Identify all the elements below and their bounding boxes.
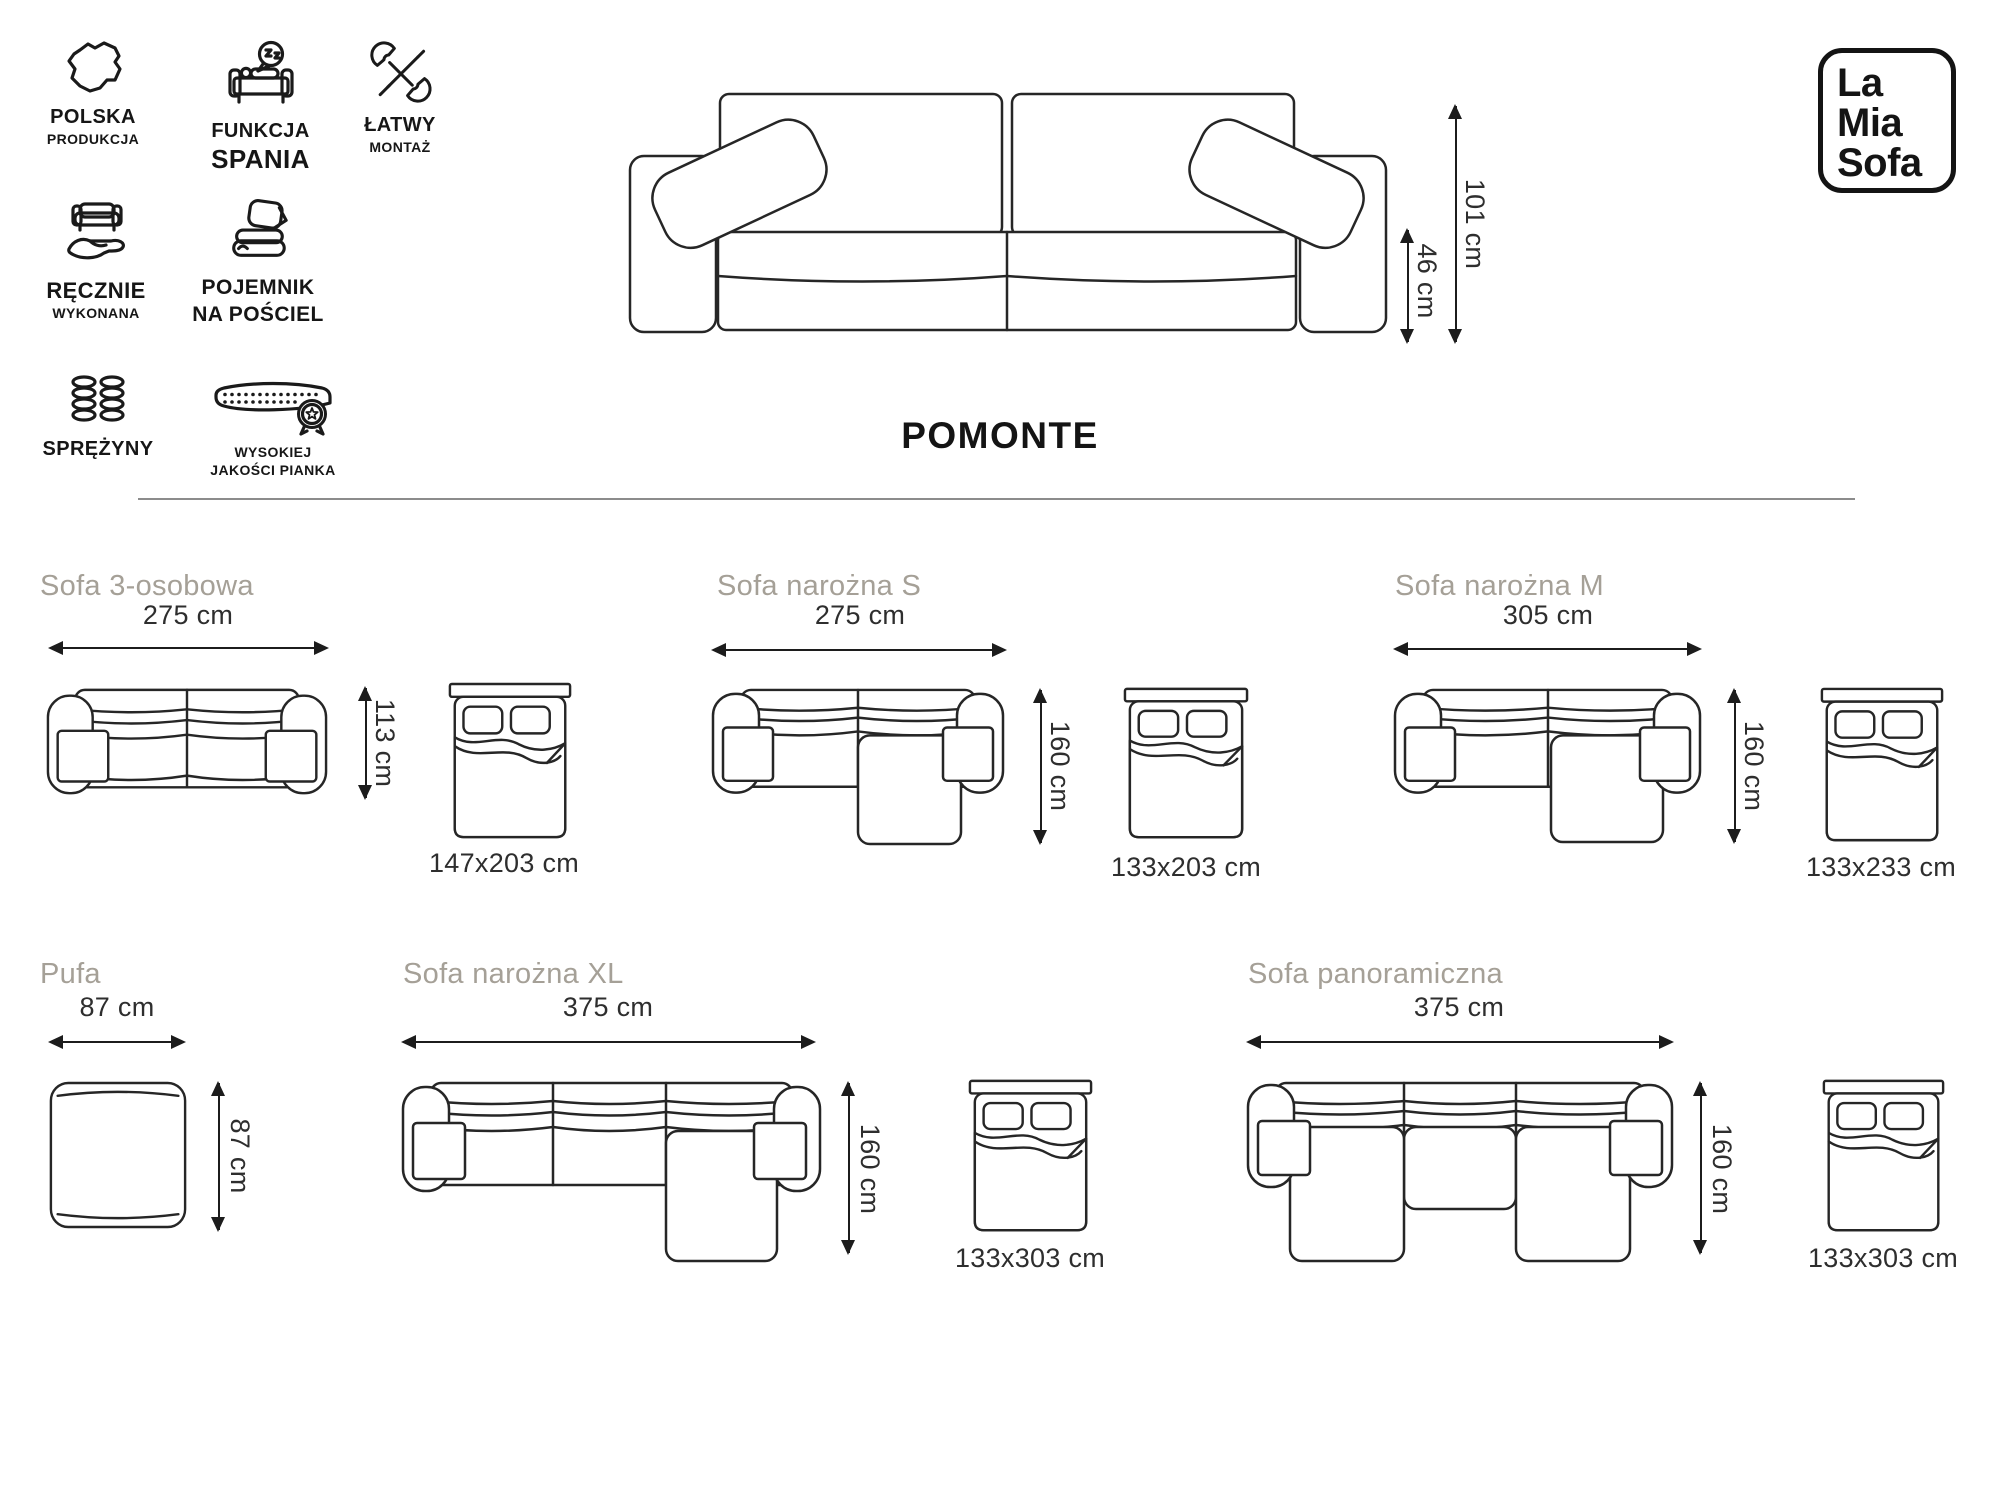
variant-title: Sofa narożna S (717, 570, 922, 602)
bed-icon (1122, 686, 1250, 841)
total-height-label: 101 cm (1460, 178, 1490, 270)
section-divider (138, 498, 1855, 500)
bed-size-label: 133x233 cm (1805, 852, 1957, 882)
depth-arrow (848, 1083, 850, 1253)
depth-arrow (1734, 690, 1736, 842)
feature-label: SPRĘŻYNY (42, 438, 154, 460)
feature-sublabel: WYKONANA (52, 305, 140, 322)
pouf-top-view-drawing (48, 1080, 188, 1230)
variant-title: Sofa narożna XL (403, 958, 624, 990)
feature-label: POJEMNIK (201, 276, 315, 299)
total-height-arrow (1455, 106, 1457, 342)
variant-title: Pufa (40, 958, 101, 990)
feature-label: WYSOKIEJ (234, 444, 312, 460)
width-arrow (50, 647, 327, 649)
variant-title: Sofa panoramiczna (1248, 958, 1503, 990)
logo-line-1: La (1837, 61, 1883, 105)
depth-arrow (1700, 1083, 1702, 1253)
width-label: 375 cm (562, 992, 654, 1022)
bed-size-label: 133x203 cm (1110, 852, 1262, 882)
feature-sublabel: MONTAŻ (369, 139, 431, 155)
corner-sofa-top-view-drawing (711, 684, 1005, 847)
foam-quality-icon (208, 378, 338, 436)
depth-arrow (1040, 690, 1042, 843)
depth-label: 160 cm (1045, 720, 1075, 812)
seat-height-label: 46 cm (1412, 243, 1442, 319)
depth-arrow (365, 688, 367, 798)
bed-size-label: 133x303 cm (1807, 1243, 1959, 1273)
logo-line-2: Mia (1837, 101, 1903, 145)
feature-label: FUNKCJA (211, 120, 310, 142)
width-label: 305 cm (1502, 600, 1594, 630)
depth-label: 160 cm (1707, 1123, 1737, 1215)
feature-label: POLSKA (50, 106, 136, 128)
bed-icon (1819, 686, 1945, 844)
sofa-top-view-drawing (46, 684, 328, 800)
corner-sofa-xl-top-view-drawing (401, 1077, 822, 1265)
feature-pojemnik-na-posciel (178, 198, 338, 327)
corner-sofa-top-view-drawing (1393, 684, 1702, 845)
bed-size-label: 133x303 cm (954, 1243, 1106, 1273)
feature-sublabel: JAKOŚCI PIANKA (210, 462, 336, 479)
feature-sublabel: NA POŚCIEL (192, 303, 324, 327)
brand-logo (1818, 48, 1956, 193)
feature-sprezyny (33, 372, 163, 461)
sleep-function-icon (225, 40, 297, 112)
width-arrow (1395, 648, 1700, 650)
width-arrow (713, 649, 1005, 651)
feature-polska-produkcja (28, 36, 158, 148)
width-arrow (403, 1041, 814, 1043)
bed-icon (447, 681, 573, 841)
bed-icon (1821, 1078, 1946, 1234)
width-arrow (1248, 1041, 1672, 1043)
bed-icon (967, 1078, 1094, 1234)
feature-latwy-montaz (340, 38, 460, 156)
logo-line-3: Sofa (1837, 141, 1922, 185)
bed-size-label: 147x203 cm (428, 848, 580, 878)
product-title: POMONTE (901, 414, 1099, 456)
feature-funkcja-spania (188, 40, 333, 175)
springs-icon (65, 372, 131, 430)
feature-wysokiej-jakosci-pianka (178, 378, 368, 479)
bedding-storage-icon (224, 198, 292, 268)
depth-label: 87 cm (225, 1118, 255, 1194)
width-arrow (50, 1041, 184, 1043)
poland-map-icon (58, 36, 128, 98)
seat-height-arrow (1407, 230, 1409, 342)
tools-icon (367, 38, 433, 106)
feature-sublabel: PRODUKCJA (46, 131, 140, 147)
width-label: 87 cm (79, 992, 155, 1022)
width-label: 275 cm (814, 600, 906, 630)
variant-title: Sofa 3-osobowa (40, 570, 254, 602)
panoramic-sofa-top-view-drawing (1246, 1077, 1674, 1265)
feature-sublabel: SPANIA (211, 144, 310, 174)
feature-recznie-wykonana (26, 196, 166, 322)
depth-arrow (218, 1083, 220, 1230)
feature-label: ŁATWY (364, 114, 436, 136)
depth-label: 160 cm (855, 1123, 885, 1215)
sofa-front-view-drawing (622, 66, 1394, 354)
width-label: 375 cm (1413, 992, 1505, 1022)
feature-label: RĘCZNIE (46, 278, 146, 303)
width-label: 275 cm (142, 600, 234, 630)
depth-label: 113 cm (370, 698, 400, 788)
depth-label: 160 cm (1739, 720, 1769, 812)
handmade-icon (59, 196, 133, 270)
variant-title: Sofa narożna M (1395, 570, 1604, 602)
